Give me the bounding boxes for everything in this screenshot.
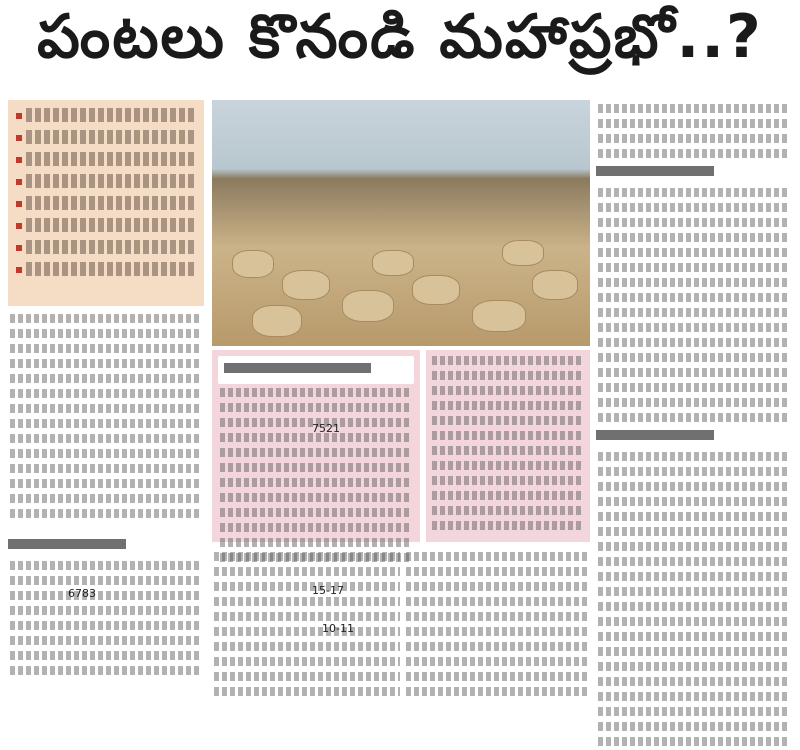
article-column-2 bbox=[212, 548, 402, 686]
list-item bbox=[16, 130, 196, 144]
sidebar-title bbox=[218, 356, 414, 384]
number-4: 10-11 bbox=[322, 622, 354, 635]
sidebar-box bbox=[212, 350, 420, 542]
article-column-1b bbox=[8, 535, 204, 685]
summary-box bbox=[8, 100, 204, 306]
number-3: 15-17 bbox=[312, 584, 344, 597]
number-2: 7521 bbox=[312, 422, 340, 435]
article-column-4 bbox=[596, 100, 792, 686]
article-column-1 bbox=[8, 310, 204, 530]
list-item bbox=[16, 196, 196, 210]
sidebar-box-2 bbox=[426, 350, 590, 542]
list-item bbox=[16, 240, 196, 254]
list-item bbox=[16, 108, 196, 122]
market-photo bbox=[212, 100, 590, 346]
list-item bbox=[16, 152, 196, 166]
list-item bbox=[16, 174, 196, 188]
page-title: పంటలు కొనండి మహాప్రభో..? bbox=[37, 2, 763, 72]
article-column-3 bbox=[404, 548, 590, 686]
number-1: 6783 bbox=[68, 587, 96, 600]
list-item bbox=[16, 262, 196, 276]
list-item bbox=[16, 218, 196, 232]
